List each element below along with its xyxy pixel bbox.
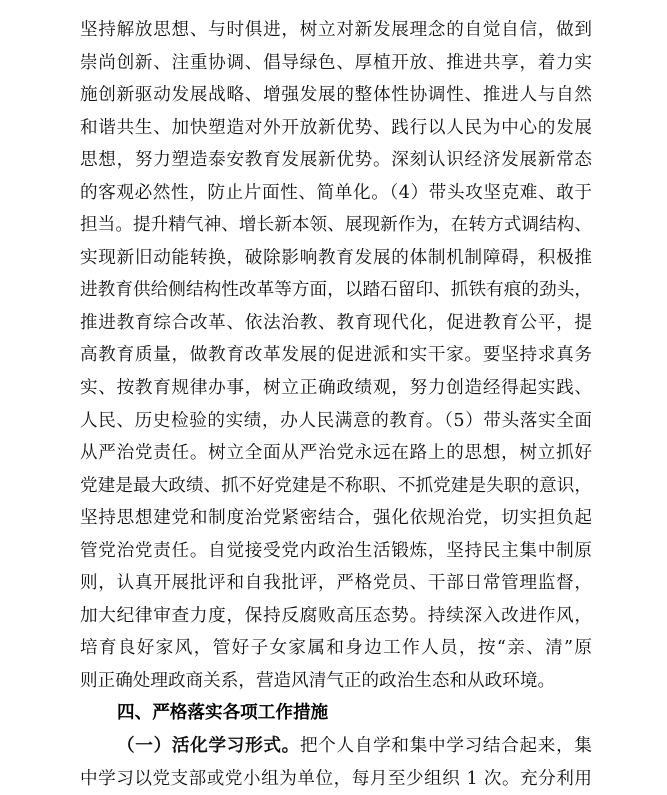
paragraph-line-7: 担当。提升精气神、增长新本领、展现新作为，在转方式调结构、 — [80, 215, 592, 236]
subsection-first-line — [80, 730, 592, 763]
paragraph-line-12: 实、按教育规律办事，树立正确政绩观，努力创造经得起实践、 — [80, 378, 592, 399]
paragraph-line-20: 培育良好家风，管好子女家属和身边工作人员，按“亲、清”原 — [80, 638, 592, 659]
paragraph-line-11: 高教育质量，做教育改革发展的促进派和实干家。要坚持求真务 — [80, 345, 592, 366]
paragraph-line-2: 崇尚创新、注重协调、倡导绿色、厚植开放、推进共享，着力实 — [80, 52, 592, 73]
paragraph-line-9: 进教育供给侧结构性改革等方面，以踏石留印、抓铁有痕的劲头， — [80, 280, 592, 301]
paragraph-line-6: 的客观必然性，防止片面性、简单化。（4）带头攻坚克难、敢于 — [80, 182, 592, 203]
paragraph-line-1: 坚持解放思想、与时俱进，树立对新发展理念的自觉自信，做到 — [80, 20, 592, 40]
paragraph-line-8: 实现新旧动能转换，破除影响教育发展的体制机制障碍，积极推 — [80, 247, 592, 268]
subsection-title: （一）活化学习形式。 — [117, 736, 300, 757]
paragraph-line-15: 党建是最大政绩、抓不好党建是不称职、不抓党建是失职的意识， — [80, 475, 592, 496]
paragraph-line-18: 则，认真开展批评和自我批评，严格党员、干部日常管理监督， — [80, 573, 592, 594]
paragraph-line-3: 施创新驱动发展战略、增强发展的整体性协调性、推进人与自然 — [80, 85, 592, 106]
paragraph-line-16: 坚持思想建党和制度治党紧密结合，强化依规治党，切实担负起 — [80, 508, 592, 529]
paragraph-line-19: 加大纪律审查力度，保持反腐败高压态势。持续深入改进作风， — [80, 605, 592, 626]
paragraph-line-4: 和谐共生、加快塑造对外开放新优势、践行以人民为中心的发展 — [80, 117, 592, 138]
subsection-first-line-text: 把个人自学和集中学习结合起来，集 — [299, 736, 592, 757]
paragraph-line-13: 人民、历史检验的实绩，办人民满意的教育。（5）带头落实全面 — [80, 410, 592, 431]
paragraph-line-5: 思想，努力塑造泰安教育发展新优势。深刻认识经济发展新常态 — [80, 150, 592, 171]
paragraph-line-17: 管党治党责任。自觉接受党内政治生活锻炼，坚持民主集中制原 — [80, 540, 592, 561]
section-heading: 四、严格落实各项工作措施 — [117, 703, 329, 724]
paragraph-line-14: 从严治党责任。树立全面从严治党永远在路上的思想，树立抓好 — [80, 443, 592, 464]
subsection-line-2: 中学习以党支部或党小组为单位，每月至少组织 1 次。充分利用 — [80, 768, 592, 789]
document-body — [80, 14, 592, 795]
paragraph-line-21: 则正确处理政商关系，营造风清气正的政治生态和从政环境。 — [80, 670, 556, 691]
paragraph-line-10: 推进教育综合改革、依法治教、教育现代化，促进教育公平，提 — [80, 312, 592, 333]
